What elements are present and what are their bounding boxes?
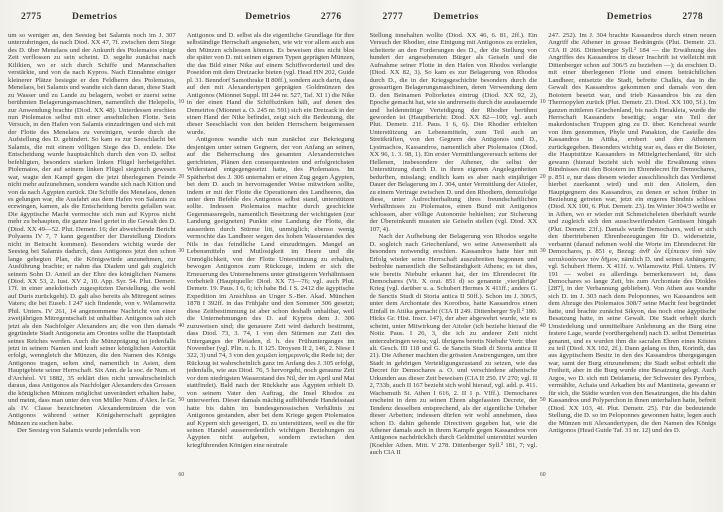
line-number: 30 (178, 248, 185, 254)
text-column-2777 (370, 32, 538, 504)
line-number: 20 (178, 174, 185, 180)
paragraph: Nach der Aufhebung der Belagerung von Rhodos segelte D. sogleich nach Griechenland, wo seine Anwesenheit als besonders notwendig erschien. Kassandros hatte hier mit Erfolg wieder seine Herrschaft auszubreiten begonnen und bedrohte namentlich die Selbständigkeit Athens; es ist dies, wie bereits Niebuhr erkannt hat, der im Ehrendecret für Demochares (Vit. X orat. 851 d) so genannte ‚vierjährige' Krieg (vgl. darüber u. a. Schubert Hermes X 411ff.; anders G. de Sanctis Studi di Storia antica II 50ff.). Schon im J. 306/5, unter dem Archontate des Koroibos, hatte Kassandros einen Einfall in Attika gemacht (CIA II 249. Dittenberger Syll.² 180. Hicks Gr. Hist. Inscr. 147), der aber abgewehrt wurde, wie es scheint, unter Mitwirkung der Aitoler (ich beziehe hierauf die Notiz Paus. I 26, 3, die ich zu anderer Zeit nicht unterzubringen weiss; vgl. übrigens bereits Niebuhr Vortr. über alt. Gesch. III 118 und G. de Sanctis Studi di Storia antica II 21). Die Athener machten die grössten Anstrengungen, um ihre Stadt in gehörigen Verteidigungszustand zu setzen, wie das Decret für Demochares a. O. und verschiedene athenische Urkunden aus dieser Zeit beweisen (CIA II 250. IV 270; vgl. II 2, 733b, auch II 167 bezieht sich wohl hierauf, vgl. add. p. 411. Wachsmuth St. Athen I 616, 2. II 1 p. VIff.). Demochares erscheint in dem zu seinen Ehren abgefassten Decrete, der Tendenz desselben entsprechend, als der eigentliche Urheber dieser Arbeiten; indessen dürfen wir wohl annehmen, dass schon D. dahin gehende Directiven gegeben hat, wie die Athener damals auch in ihrem Kampfe gegen Kassandros von Antigonos nachdrücklich durch Geldmittel unterstützt wurden (Koehler Athen. Mitt. V 278. Dittenberger Syll.² 181, 7; vgl. auch CIA II (369, 233, 538, 457)
line-number-gutter (537, 32, 548, 504)
text-column-2775 (8, 32, 176, 504)
line-number: 40 (539, 323, 546, 329)
line-number: 20 (539, 174, 546, 180)
line-number: 50 (178, 397, 185, 403)
running-title: Demetrios (606, 12, 653, 22)
line-number: 50 (539, 397, 546, 403)
column-number: 2778 (682, 12, 703, 22)
page-body (370, 32, 717, 504)
column-number: 2775 (21, 12, 42, 22)
running-title: Demetrios (245, 12, 291, 22)
line-number: 60 (539, 472, 546, 478)
line-number: 60 (178, 472, 185, 478)
page-right (362, 0, 723, 512)
paragraph: Stellung innehalten wollte (Diod. XX 46, 6. 81, 2ff.). Ein Versuch der Rhodier, eine Einigung mit Antigonos zu erzielen, scheiterte an den Forderungen des D., der die Stellung von hundert der angesehensten Bürger als Geiseln und die Aufnahme seiner Flotte in den Hafen von Rhodos verlangte (Diod. XX 82, 3). So kam es zur Belagerung von Rhodos durch D., die in der Kriegsgeschichte besonders durch die grossartigen Belagerungsmaschinen, deren Verwendung dem D. den Beinamen Poliorketes eintrug (Diod. XX 92, 2), Epoche gemacht hat, wie sie andrerseits durch die ausdauernde und heldenmütige Verteidigung der Rhodier berühmt geworden ist (Hauptbericht: Diod. XX 82—100; vgl. auch Plut. Demetr. 21f. Paus. I 6, 6). Die Rhodier erhielten Unterstützung an Lebensmitteln, zum Teil auch an Streitkräften, von den Gegnern des Antigonos und D., Lysimachos, Kassandros, namentlich aber Ptolemaios (Diod. XX 96, 1. 3. 98, 1). Ein erster Vermittlungsversuch seitens der Hellenen, insbesondere der Athener, die selbst der Unterstützung durch D. in ihren eigenen Angelegenheiten bedurften, misslang; endlich kam es aber nach einjähriger Dauer der Belagerung im J. 304, unter Vermittlung der Aitoler, zu einem Vertrage zwischen D. und den Rhodiern, demzufolge diese, unter Aufrechterhaltung ihres freundschaftlichen Verhältnisses zu Ptolemaios, einen Bund mit Antigonos schlossen, aber völlige Autonomie behielten; zur Sicherung der Übereinkunft mussten sie Geiseln stellen (vgl. Diod. XX 107, 4). (369, 32, 538, 233)
line-number: 10 (539, 99, 546, 105)
paragraph: Antigonos wandte sich nun zunächst zur Bekriegung desjenigen unter seinen Gegnern, der von Anfang an seinen, auf die Beherrschung des gesamten Alexanderreiches gerichteten, Plänen den consequentesten und erfolgreichsten Widerstand entgegengesetzt hatte, des Ptolemaios. Im Spätherbst des J. 306 unternahm er einen Zug gegen Ägypten, bei dem D. auch in hervorragender Weise mitwirken sollte, indem er mit der Flotte die Operationen des Landheeres, das unter dem Befehle des Antigonos selbst stand, unterstützen sollte. Indessen Ptolemaios machte durch geschickte Gegenmassregeln, namentlich Besetzung der wichtigsten (zur Landung geeigneten) Punkte eine Landung der Flotte, die ausserdem durch Stürme litt, unmöglich; ebenso wenig vermochte das Landheer wegen des hohen Wasserstandes des Nils in das feindliche Land einzudringen. Mangel an Lebensmitteln und Mutlosigkeit im Heere und die Unmöglichkeit, von der Flotte Unterstützung zu erhalten, bewogen Antigonos zum Rückzuge, indem er sich die Erneuerung des Unternehmens unter günstigeren Verhältnissen vorbehielt (Hauptquelle: Diod. XX 73—76; vgl. auch Plut. Demetr. 19. Paus. I 6, 6; ich habe Bd. I S. 2412 die ägyptische Expedition im Anschluss an Unger S.-Ber. Akad. München 1878 I 392ff. in das Frühjahr und den Sommer 306 gesetzt; diese Zeitbestimmung ist aber schon deshalb unhaltbar, weil die Unternehmungen des D. auf Kypros dem J. 306 zuzuweisen sind; die genauere Zeit wird dadurch bestimmt, dass Diod. 73, 3. 74, 1 von den Stürmen zur Zeit des Unterganges der Pleiaden, d. h. des Frühunterganges im November (vgl. Plin. n. h. II 125. Droysen II 2, 146, 2. Niese I 322, 3) und 74, 3 von den χειμῶσι ἰσημερινοῖς die Rede ist; der Rückzug ist wahrscheinlich ganz im Anfang des J. 305 erfolgt, jedenfalls, wie aus Diod. 76, 5 hervorgeht, noch geraume Zeit vor dem niedrigsten Wasserstand des Nil, der im April und Mai stattfindet). Bald nach der Rückkehr aus Ägypten erhielt D. von seinem Vater den Auftrag, die Insel Rhodos zu unterwerfen. Dieser damals mächtig aufblühende Handelsstaat hatte bis dahin im bundesgenossischen Verhältnis zu Antigonos gestanden, aber bei dem Kriege gegen Ptolemaios auf Kypern sich geweigert, D. zu unterstützen, weil es die für seinen Handel ausserordentlich wichtigen Beziehungen zu Ägypten nicht aufgeben, sondern zwischen den kriegführenden Königen eine neutrale (186, 136, 355, 449)
running-title: Demetrios (433, 12, 479, 22)
page-body (8, 32, 355, 504)
column-number: 2776 (320, 12, 342, 22)
line-number: 10 (178, 99, 185, 105)
page-header (8, 12, 355, 25)
paragraph: 247. 252). Im J. 304 brachte Kassandros durch einen neuen Angriff die Athener in grosse Bedrängnis (Plut. Demetr. 23. CIA II 266. Dittenberger Syll.² 184 — die Erwähnung des Angriffes des Kassandros in dieser Inschrift ist vielleicht mit Dittenberger schon auf 306/5 zu beziehen —); da erschien D. mit einer überlegenen Flotte und einem beträchtlichen Landheer, entsetzte die Stadt, befreite Chalkis, das in die Gewalt des Kassandros gekommen und damals von den Boiotern besetzt war, und trieb Kassandros bis zu den Thermopylen zurück (Plut. Demetr. 23. Diod. XX 100, 5f.). Im ganzen mittleren Griechenland, bis nach Herakleia, wurde die Herrschaft Kassanders beseitigt; sogar ein Teil der makedonischen Truppen ging zu D. über. Kenchreai wurde von ihm genommen, Phyle und Panakton, die Castelle des Kassandros in Attika, erobert und den Athenern zurückgegeben. Besonders wichtig war es, dass er die Boioter, die Hauptstütze Kassanders in Mittelgriechenland, für sich gewann (hierauf bezieht sich wohl die Erwähnung eines Bündnisses mit den Boiotern im Ehrendecret für Demochares, p. 851 e, nur dass diesem wieder ausschliesslich das Verdienst hierbei zuerkannt wird) und mit den Aitolern, den Hauptgegnern des Kassandros, zu denen er schon früher in Beziehung getreten war, jetzt ein engeres Bündnis schloss (Diod. XX 100, 6. Plut. Demetr. 23). Im Winter 304/3 weilte er in Athen, wo er wieder mit Schmeicheleien überhäuft wurde und zugleich sich den ausschweifendsten Genüssen hingab (Plut. Demetr. 23f.). Damals wurde Demochares, weil er sich den übertriebenen Ehrenbezeugungen für D. widersetzte, verbannt (darauf nehmen wohl die Worte im Ehrendecret für Demochares, p. 851 e, Bezug: ἀνθ' ὧν ἐξέπεσεν ὑπὸ τῶν καταλυσάντων τὸν δῆμον, nämlich D. und seinen Anhängern; vgl. Schubert Herm. X 411f. v. Wilamowitz Phil. Unters. IV 191 — wobei es allerdings bemerkenswert ist, dass Demochares so lange Zeit, bis zum Archontate des Diokles [287], in der Verbannung geblieben). Von Athen aus wandte sich D. im J. 303 nach dem Peloponnes, wo Kassandros seit dem Abzuge des Ptolemaios 308/7 seine Macht fest begründet hatte, und brachte zunächst Sikyon, das noch eine ägyptische Besatzung hatte, in seine Gewalt. Die Stadt erhielt durch Umsiedelung und unmittelbare Anlehnung an die Burg eine festere Lage, wurde (vorübergehend) nach D. selbst Demetrias genannt, und es wurden ihm die sacralen Ehren eines Ktistes zu teil (Diod. XX 102, 2f.). Dann gelang es ihm, Korinth, das aus ägyptischem Besitz in den des Kassandros übergegangen war, samt der Burg einzunehmen; die Stadt selbst erhielt die Freiheit, aber in die Burg wurde eine Besatzung gelegt. Auch Argos, wo D. sich mit Deidameia, der Schwester des Pyrrhos, vermählte, Achaia und Arkadien bis auf Mantineia, gewann er für sich, die Städte wurden von den Besatzungen, die bis dahin Kassandros und Polyperchon in ihnen unterhalten hatte, befreit (Diod. XX 103, 4f. Plut. Demetr. 25). Für die bedeutende Stellung, die D. so im Peloponnes gewonnen hatte, legen auch die Münzen mit Alexandertypen, die den Namen des Königs Antigonos (Head Guide Taf. 31 nr. 12) und des D. (548, 32, 716, 435)
column-number: 2777 (382, 12, 404, 22)
line-number: 40 (178, 323, 185, 329)
paragraph: Antigonos und D. selbst als die eigentliche Grundlage für ihre selbständige Herrschaft angesehen, wie wir vor allem auch aus den Münzen schliessen können. Es beweisen dies nicht blos die später von D. mit seinen eigenen Typen geprägten Münzen, die das Bild einer Nike auf einem Schiffsvorderteil und des Poseidon mit dem Dreizacke bieten (vgl. Head HN 202, Guide pl. 31. Benndorf Samothrake II 80ff.), sondern auch darin, dass auf den mit Alexandertypen geprägten Goldmünzen des Antigonos (Mionnet Suppl. III 244 nr. 527, Taf. XI 1) die Nike in der einen Hand die Schiffszinken hält, auf denen des Demetrios (Mionnet a. O. 245 nr. 591) sich ein Dreizack in der einen Hand der Nike befindet, zeigt sich die Bedeutung, die dieser Seeschlacht von den beiden Herrschern beigemessen wurde. (186, 32, 355, 136)
text-column-2778 (548, 32, 716, 504)
line-number: 30 (539, 248, 546, 254)
paragraph: Der Seesieg von Salamis wurde jedenfalls von (17, 427, 141, 435)
paragraph: um so weniger an, den Seesieg bei Salamis noch im J. 307 unterzubringen, da nach Diod. XX 47, 7f. zwischen dem Siege des D. über Menelaos und der Ankunft des Ptolemaios einige Zeit verflossen zu sein scheint. D. segelte zunächst nach Kilikien, wo er sich durch Schiffe und Mannschaften verstärkte, und von da nach Kypros. Nach Einnahme einiger kleinerer Plätze besiegte er den Feldherrn des Ptolemaios, Menelaos, bei Salamis und wandte sich dann daran, diese Stadt zu Wasser und zu Lande zu belagern, wobei er zuerst seine berühmten Belagerungsmaschinen, namentlich die Helepolis, zur Anwendung brachte (Diod. XX 48). Unterdessen erschien nun Ptolemaios selbst mit einer ansehnlichen Flotte. Sein Versuch, in den Hafen von Salamis einzudringen und sich mit der Flotte des Menelaos zu vereinigen, wurde durch die Aufstellung des D. gehindert. So kam es zur Seeschlacht bei Salamis, die mit einem völligen Siege des D. endete. Die Entscheidung wurde hauptsächlich durch den von D. selbst befehligten, besonders starken linken Flügel herbeigeführt. Ptolemaios, der auf seinem linken Flügel siegreich gewesen war, wagte den Kampf gegen die jetzt überlegenen Feinde nicht mehr aufzunehmen, sondern wandte sich nach Kition und von da nach Ägypten zurück. Die Schiffe des Menelaos, denen es gelungen war, die Ausfahrt aus dem Hafen von Salamis zu erzwingen, kamen, als die Entscheidung bereits gefallen war. Die ägyptische Macht vermochte sich nun auf Kypros nicht mehr zu behaupten, die ganze Insel geriet in die Gewalt des D. (Diod. XX 49—52. Plut. Demetr. 16; der abweichende Bericht Polyaens IV 7, 7 kann gegenüber der Darstellung Diodors nicht in Betracht kommen). Besonders wichtig wurde der Seesieg bei Salamis dadurch, dass Antigonos jetzt den schon lange gehegten Plan, die Königswürde anzunehmen, zur Ausführung brachte; er nahm das Diadem und gab zugleich seinem Sohn D. Anteil an der Ehre des königlichen Namens (Diod. XX 53, 2. Iust. XV 2, 10. App. Syr. 54. Plut. Demetr. 17f. in einer anekdotisch zugespitzten Darstellung, die wohl auf Duris zurückgeht). D. galt also bereits als Mitregent seines Vaters; die bei Euseb. I 247 sich findende, von v. Wilamowitz Phil. Unters. IV 261, 14 angenommene Nachricht von einer zweijährigen Mitregentschaft ist unhaltbar. Antigonos sah sich jetzt als den Nachfolger Alexanders an; die von ihm damals gegründete Stadt Antigoneia am Orontes sollte die Hauptstadt seines Reiches werden. Auch die Münzprägung ist jedenfalls jetzt in seinem Namen und kraft seiner königlichen Autorität erfolgt, wenngleich die Münzen, die den Namen des Königs Antigonos tragen, selten sind, namentlich in Asien, dem Hauptgebiete seiner Herrschaft. Six Ann. de la soc. de Num. et d'Archéol. VI 1882, 35 erklärt dies nicht unwahrscheinlich daraus, dass Antigonos als Nachfolger Alexanders des Grossen die königlichen Münzen möglichst unverändert erhalten habe, und meint, dass man unter den von Müller Num. d'Alex. le Gr. als IV. Classe bezeichneten Alexandermünzen die von Antigonos während seiner Königsherrschaft geprägten Münzen zu suchen habe. (8, 32, 176, 427)
running-title: Demetrios (71, 12, 118, 22)
text-column-2776 (187, 32, 355, 504)
page-header (370, 12, 717, 25)
line-number-gutter (176, 32, 187, 504)
